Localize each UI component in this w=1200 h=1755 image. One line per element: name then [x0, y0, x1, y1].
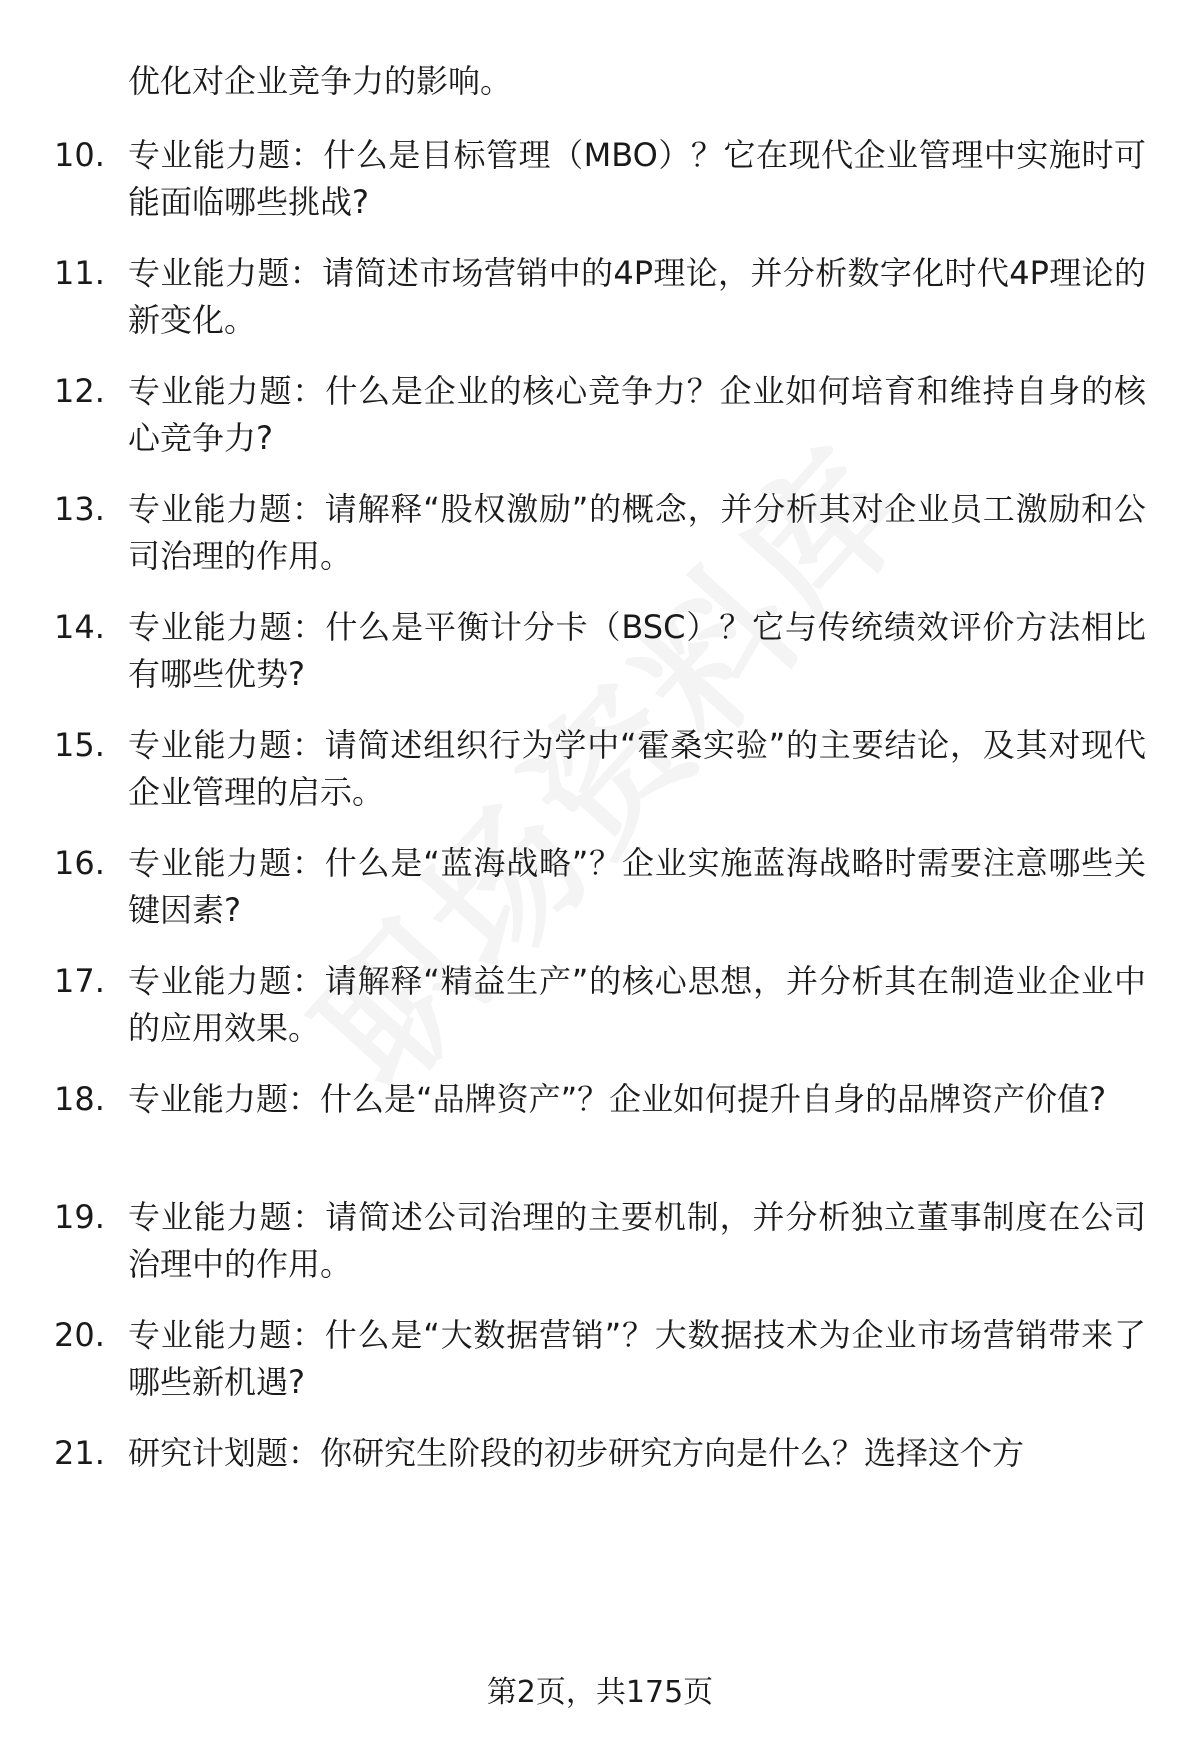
item-number: 21.	[54, 1434, 105, 1472]
item-text: 专业能力题：请简述市场营销中的4P理论，并分析数字化时代4P理论的新变化。	[128, 254, 1146, 339]
item-number: 11.	[54, 254, 105, 292]
item-text: 专业能力题：请简述公司治理的主要机制，并分析独立董事制度在公司治理中的作用。	[128, 1198, 1146, 1283]
item-number: 17.	[54, 962, 105, 1000]
item-number: 15.	[54, 726, 105, 764]
item-number: 13.	[54, 490, 105, 528]
item-text: 专业能力题：请解释“精益生产”的核心思想，并分析其在制造业企业中的应用效果。	[128, 962, 1146, 1047]
item-text: 专业能力题：什么是目标管理（MBO）？它在现代企业管理中实施时可能面临哪些挑战?	[128, 136, 1146, 221]
item-text: 专业能力题：什么是“大数据营销”？大数据技术为企业市场营销带来了哪些新机遇?	[128, 1316, 1146, 1401]
item-number: 12.	[54, 372, 105, 410]
item-number: 19.	[54, 1198, 105, 1236]
item-text: 专业能力题：请简述组织行为学中“霍桑实验”的主要结论，及其对现代企业管理的启示。	[128, 726, 1146, 811]
item-number: 14.	[54, 608, 105, 646]
item-number: 20.	[54, 1316, 105, 1354]
item-text: 专业能力题：什么是“蓝海战略”？企业实施蓝海战略时需要注意哪些关键因素?	[128, 844, 1146, 929]
item-text: 专业能力题：什么是平衡计分卡（BSC）？它与传统绩效评价方法相比有哪些优势?	[128, 608, 1146, 693]
item-number: 16.	[54, 844, 105, 882]
page-footer: 第2页，共175页	[486, 1675, 714, 1710]
item-text: 专业能力题：什么是“品牌资产”？企业如何提升自身的品牌资产价值?	[128, 1080, 1107, 1118]
item-text: 研究计划题：你研究生阶段的初步研究方向是什么？选择这个方	[128, 1434, 1025, 1472]
item-text: 专业能力题：什么是企业的核心竞争力？企业如何培育和维持自身的核心竞争力?	[128, 372, 1146, 457]
item-number: 10.	[54, 136, 105, 174]
item-number: 18.	[54, 1080, 105, 1118]
item-text: 专业能力题：请解释“股权激励”的概念，并分析其对企业员工激励和公司治理的作用。	[128, 490, 1146, 575]
continuation-text: 优化对企业竞争力的影响。	[128, 62, 513, 100]
